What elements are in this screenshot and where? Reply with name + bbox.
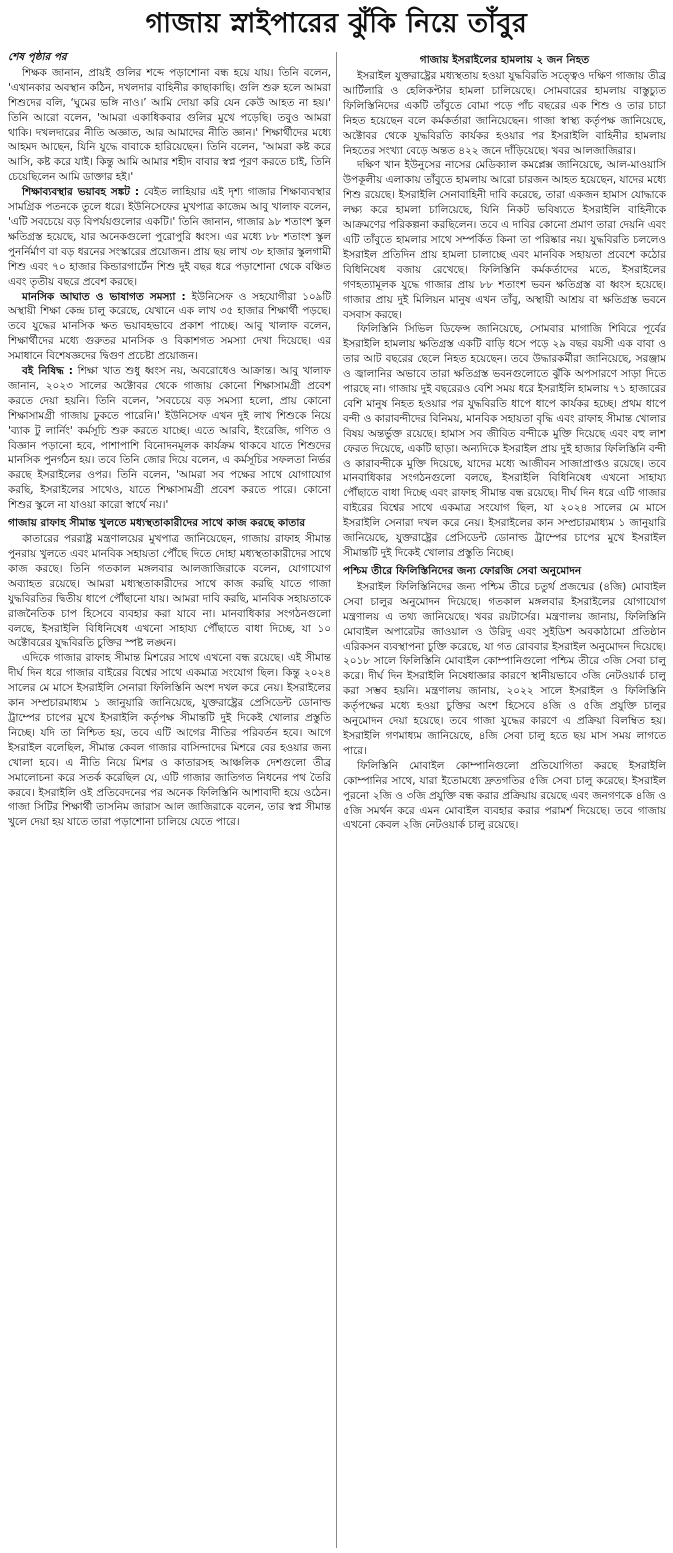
article-paragraph: [8, 290, 331, 365]
subheading: গাজায় ইসরাইলের হামলায় ২ জন নিহত: [419, 54, 590, 66]
subheading: পশ্চিম তীরে ফিলিস্তিনিদের জন্য ফোরজি সেবা অনুমোদন: [343, 564, 582, 577]
article-paragraph: ফিলিস্তিনি সিভিল ডিফেন্স জানিয়েছে, সোমবার মাগাজি শিবিরে পূর্বের ইসরাইলি হামলায় ক্ষতিগ্রস্ত একটি বাড়ি ধসে পড়ে ২৯ বছর বয়সী এক বাবা ও তার আট বছরের ছেলে নিহত হয়েছেন। তবে উদ্ধারকর্মীরা জানিয়েছে, সরঞ্জাম ও জ্বালানির অভাবে তারা ক্ষতিগ্রস্ত ভবনগুলোতে ঝুঁকি অপসারণে সাড়া দিতে পারছে না। গাজায় দুই বছরেরও বেশি সময় ধরে ইসরাইলি হামলায় ৭১ হাজারের বেশি মানুষ নিহত হওয়ার পর যুদ্ধবিরতি ধাপে ধাপে কার্যকর হচ্ছে। প্রথম ধাপে বন্দী ও কারাবন্দীদের বিনিময়, মানবিক সহায়তা বৃদ্ধি এবং রাফাহ সীমান্ত খোলার বিষয় অন্তর্ভুক্ত রয়েছে। হামাস সব জীবিত বন্দীকে মুক্তি দিয়েছে এবং বহু লাশ ফেরত দিয়েছে, একটি ছাড়া। অন্যদিকে ইসরাইল প্রায় দুই হাজার ফিলিস্তিনি বন্দী ও কারাবন্দীকে মুক্তি দিয়েছে, যাদের মধ্যে আজীবন সাজাপ্রাপ্তও রয়েছে। তবে মানবাধিকার সংগঠনগুলো বলছে, ইসরাইলি বিধিনিষেধ এখনো সাহায্য পৌঁছাতে বাধা দিচ্ছে এবং রাফাহ সীমান্ত বন্ধ রয়েছে। দীর্ঘ দিন ধরে এটি গাজার বাইরের বিশ্বের সাথে একমাত্র সংযোগ ছিল, যা ২০২৪ সালের মে মাসে ইসরাইলি সেনারা দখল করে নেয়। ইসরাইলের কান সম্প্রচারমাধ্যম ১ জানুয়ারি জানিয়েছে, যুক্তরাষ্ট্রের প্রেসিডেন্ট ডোনাল্ড ট্রাম্পের চাপের মুখে ইসরাইল সীমান্তটি দুই দিকেই খোলার প্রস্তুতি নিচ্ছে।: [343, 323, 666, 559]
article-paragraph: [8, 364, 331, 513]
column-divider: [336, 52, 337, 1548]
article-paragraph: শিক্ষক জানান, প্রায়ই গুলির শব্দে পড়াশোনা বন্ধ হয়ে যায়। তিনি বলেন, 'এখানকার অবস্থান কঠিন, দখলদার বাহিনীর কাছাকাছি। গুলি শুরু হলে আমরা শিশুদের বলি, ‘ঘুমের ভঙ্গি নাও।’ আমি দোয়া করি যেন কেউ আহত না হয়।' তিনি আরো বলেন, 'আমরা একাধিকবার গুলির মুখে পড়েছি। তবুও আমরা থাকি। দখলদারের নীতি অজ্ঞাত, আর আমাদের নীতি জ্ঞান।' শিক্ষার্থীদের মধ্যে আহমদ আছেন, যিনি যুদ্ধে বাবাকে হারিয়েছেন। তিনি বলেন, 'আমরা কষ্ট করে আসি, কষ্ট করে যাই। কিন্তু আমি আমার শহীদ বাবার স্বপ্ন পূরণ করতে চাই, তিনি চেয়েছিলেন আমি ডাক্তার হই।': [8, 66, 331, 184]
article-paragraph: [8, 185, 331, 289]
article-paragraph: ইসরাইল ফিলিস্তিনিদের জন্য পশ্চিম তীরে চতুর্থ প্রজন্মের (৪জি) মোবাইল সেবা চালুর অনুমোদন দিয়েছে। গতকাল মঙ্গলবার ইসরাইলের যোগাযোগ মন্ত্রণালয় এ তথ্য জানিয়েছে। খবর রয়টার্সের। মন্ত্রণালয় জানায়, ফিলিস্তিনি মোবাইল অপারেটর জাওয়াল ও উরিদু এবং সুইডিশ অবকাঠামো প্রতিষ্ঠান এরিকসন ব্যবস্থাপনা চুক্তি করেছে, যা গত রোববার ইসরাইল অনুমোদন দিয়েছে। ২০১৮ সালে ফিলিস্তিনি মোবাইল কোম্পানিগুলো পশ্চিম তীরে ৩জি সেবা চালু করে। দীর্ঘ দিন ইসরাইলি নিষেধাজ্ঞার কারণে স্থানীয়ভাবে ৩জি নেটওয়ার্ক চালু করা সম্ভব হয়নি। মন্ত্রণালয় জানায়, ২০২২ সালে ইসরাইল ও ফিলিস্তিনি কর্তৃপক্ষের মধ্যে হওয়া চুক্তির অংশ হিসেবে ৪জি ও ৫জি প্রযুক্তি চালুর অনুমোদন দেয়া হয়েছে। তবে গাজা যুদ্ধের কারণে এ প্রক্রিয়া বিলম্বিত হয়। ইসরাইলি গণমাধ্যম জানিয়েছে, ৪জি সেবা চালু হতে ছয় মাস সময় লাগতে পারে।: [343, 580, 666, 757]
article-paragraph: কাতারের পররাষ্ট্র মন্ত্রণালয়ের মুখপাত্র জানিয়েছেন, গাজায় রাফাহ সীমান্ত পুনরায় খুলতে এবং মানবিক সহায়তা পৌঁছে দিতে দোহা মধ্যস্থতাকারীদের সাথে কাজ করছে। তিনি গতকাল মঙ্গলবার আলজাজিরাকে বলেন, যোগাযোগ অব্যাহত রয়েছে। আমরা মধ্যস্থতাকারীদের সাথে কাজ করছি যাতে গাজা যুদ্ধবিরতির দ্বিতীয় ধাপে পৌঁছানো যায়। আমরা দাবি করছি, মানবিক সহায়তাকে রাজনৈতিক চাপ হিসেবে ব্যবহার করা যাবে না। মানবাধিকার সংগঠনগুলো বলছে, ইসরাইলি বিধিনিষেধ এখনো সাহায্য পৌঁছাতে বাধা দিচ্ছে, যা ১০ অক্টোবরের যুদ্ধবিরতি চুক্তির স্পষ্ট লঙ্ঘন।: [8, 533, 331, 650]
right-column: [343, 50, 666, 1550]
article-paragraph: ফিলিস্তিনি মোবাইল কোম্পানিগুলো প্রতিযোগিতা করছে ইসরাইলি কোম্পানির সাথে, যারা ইতোমধ্যে দ্রুতগতির ৫জি সেবা চালু করেছে। ইসরাইল পুরনো ২জি ও ৩জি প্রযুক্তি বন্ধ করার প্রক্রিয়ায় রয়েছে এবং জনগণকে ৪জি ও ৫জি সমর্থন করে এমন মোবাইল ব্যবহার করার পরামর্শ দিয়েছে। তবে গাজায় এখনো কেবল ২জি নেটওয়ার্ক চালু রয়েছে।: [343, 759, 666, 832]
headline: গাজায় স্নাইপারের ঝুঁকি নিয়ে তাঁবুর: [145, 8, 528, 39]
paragraph-text: শিক্ষা খাত শুধু ধ্বংস নয়, অবরোধেও আক্রান্ত। আবু খালাফ জানান, ২০২৩ সালের অক্টোবর থেকে গাজায় কোনো শিক্ষাসামগ্রী প্রবেশ করতে দেয়া হয়নি। তিনি বলেন, 'সবচেয়ে বড় সমস্যা হলো, প্রায় কোনো শিক্ষাসামগ্রী গাজায় ঢুকতে পারেনি।' ইউনিসেফ এখন দুই লাখ শিশুকে নিয়ে 'ব্যাক টু লার্নিং' কর্মসূচি শুরু করতে যাচ্ছে। এতে আরবি, ইংরেজি, গণিত ও বিজ্ঞান পড়ানো হবে, পাশাপাশি বিনোদনমূলক কার্যক্রম থাকবে যাতে শিশুদের মানসিক পুনর্গঠন হয়। তবে তিনি জোর দিয়ে বলেন, এ কর্মসূচির সফলতা নির্ভর করছে ইসরাইলের ওপর। তিনি বলেন, 'আমরা সব পক্ষের সাথে যোগাযোগ করছি, ইসরাইলের সাথেও, যাতে শিক্ষাসামগ্রী প্রবেশ করতে পারে। কোনো শিশুর স্কুলে না যাওয়া কারো স্বার্থে নয়।': [8, 365, 331, 512]
section-lead: মানসিক আঘাত ও ভাষাগত সমস্যা :: [22, 290, 186, 303]
subheading: গাজায় রাফাহ সীমান্ত খুলতে মধ্যস্থতাকারীদের সাথে কাজ করছে কাতার: [8, 517, 306, 530]
paragraph-text: ইউনিসেফ ও সহযোগীরা ১০৯টি অস্থায়ী শিক্ষা কেন্দ্র চালু করেছে, যেখানে এক লাখ ৩৫ হাজার শিক্ষার্থী পড়ছে। তবে যুদ্ধের মানসিক ক্ষত ভয়াবহভাবে প্রকাশ পাচ্ছে। আবু খালাফ বলেন, শিক্ষার্থীদের মধ্যে গুরুতর মানসিক ও বিকাশগত সমস্যা দেখা দিয়েছে। এর সমাধানে বিশেষজ্ঞদের দ্বিগুণ প্রচেষ্টা প্রয়োজন।: [8, 290, 331, 363]
section-lead: বই নিষিদ্ধ :: [22, 365, 73, 378]
article-paragraph: ইসরাইল যুক্তরাষ্ট্রের মধ্যস্থতায় হওয়া যুদ্ধবিরতি সত্ত্বেও দক্ষিণ গাজায় তীব্র আর্টিলারি ও হেলিকপ্টার হামলা চালিয়েছে। সোমবারের হামলায় বাস্তুচ্যুত ফিলিস্তিনিদের একটি তাঁবুতে বোমা পড়ে পাঁচ বছরের এক শিশু ও তার চাচা নিহত হয়েছেন বলে কর্মকর্তারা জানিয়েছেন। গাজা স্বাস্থ্য কর্তৃপক্ষ জানিয়েছে, অক্টোবর থেকে যুদ্ধবিরতি কার্যকর হওয়ার পর ইসরাইলি বাহিনীর হামলায় নিহতের সংখ্যা বেড়ে অন্তত ৪২২ জনে দাঁড়িয়েছে। খবর আলজাজিরার।: [343, 70, 666, 157]
continuation-kicker: শেষ পৃষ্ঠার পর: [8, 51, 67, 63]
article-paragraph: দক্ষিণ খান ইউনুসের নাসের মেডিক্যাল কমপ্লেক্স জানিয়েছে, আল-মাওয়াসি উপকূলীয় এলাকায় তাঁবুতে হামলায় আরো চারজন আহত হয়েছেন, যাদের মধ্যে শিশু রয়েছে। ইসরাইলি সেনাবাহিনী দাবি করেছে, তারা একজন হামাস যোদ্ধাকে লক্ষ্য করে হামলা চালিয়েছে, যিনি নিকট ভবিষ্যতে ইসরাইলি বাহিনীকে আক্রমণের পরিকল্পনা করছিলেন। তবে এ দাবির কোনো প্রমাণ তারা দেয়নি এবং এটি তাঁবুতে হামলার সাথে সম্পর্কিত কিনা তা পরিষ্কার নয়। যুদ্ধবিরতি চললেও ইসরাইল প্রতিদিন প্রায় হামলা চালাচ্ছে এবং মানবিক সহায়তা প্রবেশে কঠোর বিধিনিষেধ বজায় রেখেছে। ফিলিস্তিনি কর্মকর্তাদের মতে, ইসরাইলের গণহত্যামূলক যুদ্ধে গাজার প্রায় ৮৮ শতাংশ ভবন ক্ষতিগ্রস্ত বা ধ্বংস হয়েছে। গাজার প্রায় দুই মিলিয়ন মানুষ এখন তাঁবু, অস্থায়ী আশ্রয় বা ক্ষতিগ্রস্ত ভবনে বসবাস করছে।: [343, 159, 666, 321]
left-column: [8, 50, 331, 1550]
paragraph-text: বেইত লাহিয়ার এই দৃশ্য গাজার শিক্ষাব্যবস্থার সামগ্রিক পতনকে তুলে ধরে। ইউনিসেফের মুখপাত্র কাজেম আবু খালাফ বলেন, 'এটি সবচেয়ে বড় বিপর্যয়গুলোর একটি।' তিনি জানান, গাজার ৯৮ শতাংশ স্কুল ক্ষতিগ্রস্ত হয়েছে, যার অনেকগুলো পুরোপুরি ধ্বংস। এর মধ্যে ৮৮ শতাংশ স্কুল পুনর্নির্মাণ বা বড় ধরনের সংস্কারের প্রয়োজন। প্রায় ছয় লাখ ৩৮ হাজার স্কুলগামী শিশু এবং ৭০ হাজার কিন্ডারগার্টেন শিশু দুই বছর ধরে পড়াশোনা থেকে বঞ্চিত এবং তৃতীয় বছরে প্রবেশ করছে।: [8, 186, 331, 288]
section-lead: শিক্ষাব্যবস্থার ভয়াবহ সঙ্কট :: [22, 186, 140, 199]
article-paragraph: এদিকে গাজার রাফাহ সীমান্ত মিশরের সাথে এখনো বন্ধ রয়েছে। এই সীমান্ত দীর্ঘ দিন ধরে গাজার বাইরের বিশ্বের সাথে একমাত্র সংযোগ ছিল। কিন্তু ২০২৪ সালের মে মাসে ইসরাইলি সেনারা ফিলিস্তিনি অংশ দখল করে নেয়। ইসরাইলের কান সম্প্রচারমাধ্যম ১ জানুয়ারি জানিয়েছে, যুক্তরাষ্ট্রের প্রেসিডেন্ট ডোনাল্ড ট্রাম্পের চাপের মুখে ইসরাইলি কর্তৃপক্ষ সীমান্তটি দুই দিকেই খোলার প্রস্তুতি নিচ্ছে। যদি তা নিশ্চিত হয়, তবে এটি আগের নীতির পরিবর্তন হবে। আগে ইসরাইল বলেছিল, সীমান্ত কেবল গাজার বাসিন্দাদের মিশরে বের হওয়ার জন্য খোলা হবে। এ নীতি নিয়ে মিশর ও কাতারসহ আঞ্চলিক দেশগুলো তীব্র সমালোচনা করে সতর্ক করেছিল যে, এটি গাজার জাতিগত নিধনের পথ তৈরি করবে। ইসরাইলি ওই প্রতিবেদনের পর অনেক ফিলিস্তিনি আশাবাদী হয়ে ওঠেন। গাজা সিটির শিক্ষার্থী তাসনিম জারাস আল জাজিরাকে বলেন, তার স্বপ্ন সীমান্ত খুলে দেয়া হয় যাতে তারা পড়াশোনা চালিয়ে যেতে পারে।: [8, 652, 331, 829]
